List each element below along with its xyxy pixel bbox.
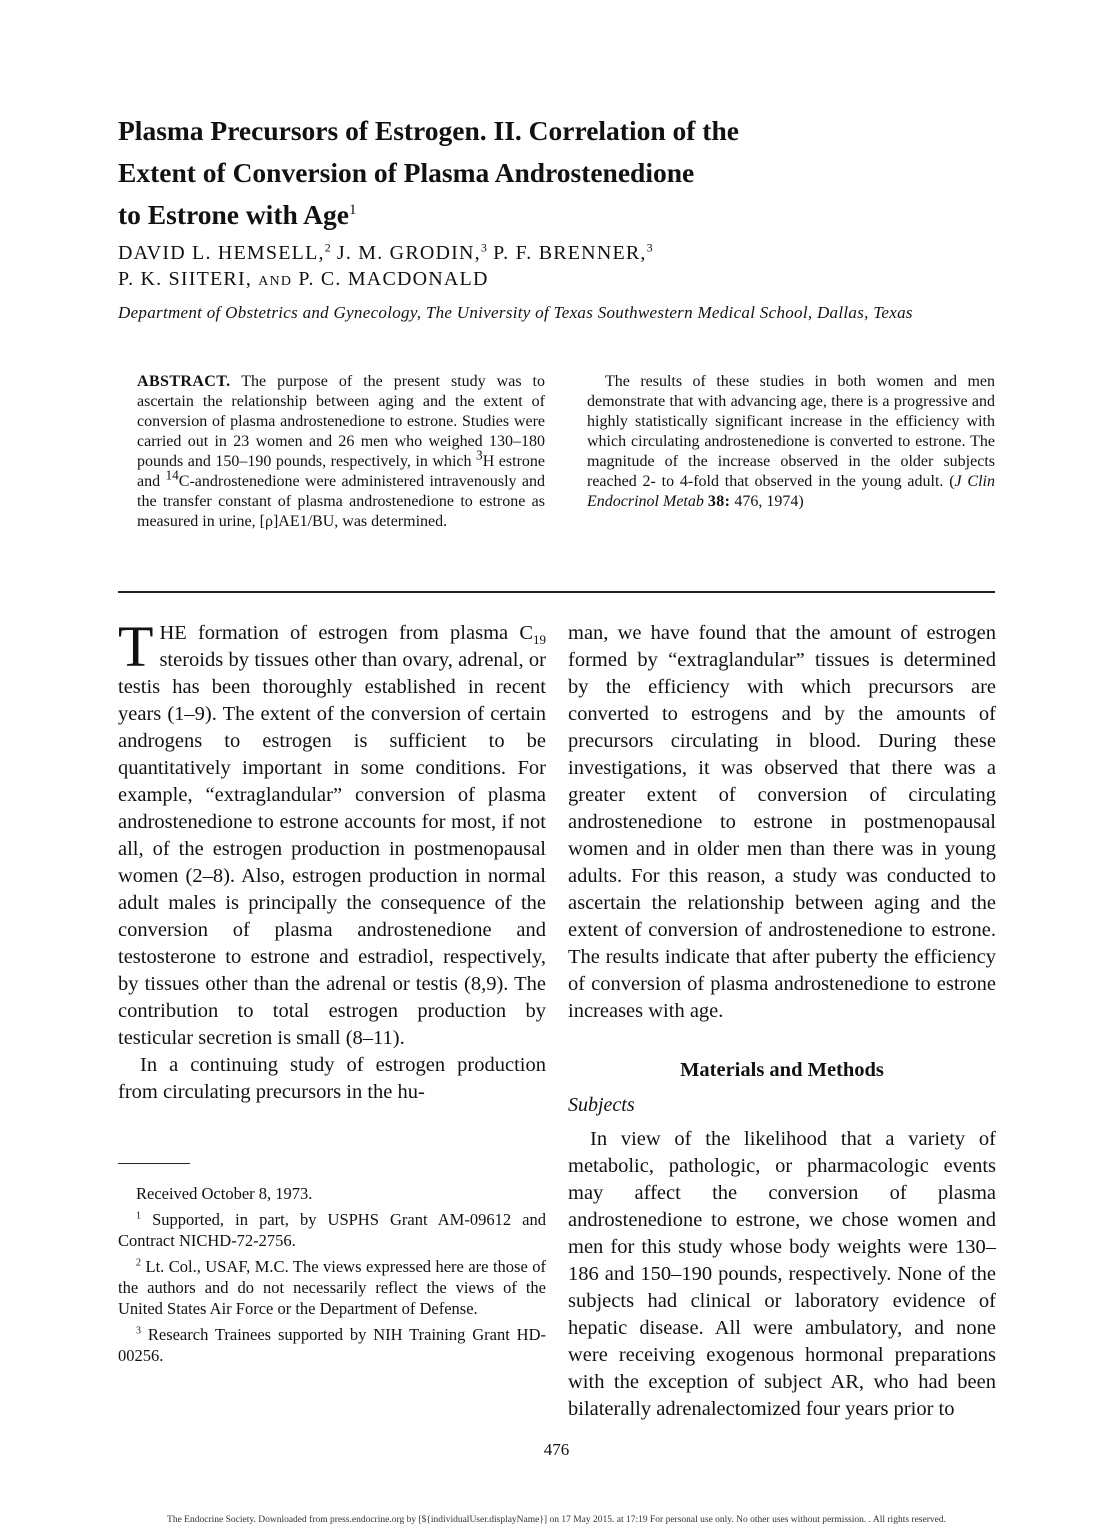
abstract-sup-14c: 14 [165, 467, 179, 483]
footnote-3-text: Research Trainees supported by NIH Training Grant HD-00256. [118, 1325, 546, 1365]
abstract-text-b: H estrone and [137, 453, 546, 490]
footnote-1-mark: 1 [136, 1210, 141, 1222]
body-column-right-lower [568, 1126, 996, 1423]
article-title [118, 110, 938, 236]
abstract-divider [118, 591, 995, 593]
author-brenner-mark: 3 [646, 240, 653, 255]
body-p1-subscript: 19 [533, 632, 546, 648]
body-p1-a: HE formation of estrogen from plasma C [159, 622, 533, 644]
body-column-left [118, 614, 546, 1106]
citation-rest: 476, 1974) [734, 493, 804, 510]
author-siiteri: P. K. SIITERI, [118, 268, 253, 290]
body-paragraph-3: In view of the likelihood that a variety of metabolic, pathologic, or pharmacologic events may affect the conversion of plasma androstenedione to estrone, we chose women and men for this study whose body weights were 130–186 and 150–190 pounds, respectively. None of the subjects had clinical or laboratory evidence of hepatic disease. All were ambulatory, and none were receiving exogenous hormonal preparations with the exception of subject AR, who had been bilaterally adrenalectomized four years prior to [568, 1128, 996, 1420]
body-p1-b: steroids by tissues other than ovary, adrenal, or testis has been thoroughly established in recent years (1–9). The extent of the conversion of certain androgens to estrogen is sufficient to be quantitatively important in some conditions. For example, “extraglandular” conversion of plasma androstenedione to estrone accounts for most, if not all, of the estrogen production in postmenopausal women (2–8). Also, estrogen production in normal adult males is principally the consequence of the conversion of plasma androstenedione and testosterone to estrone and estradiol, respectively, by tissues other than the adrenal or testis (8,9). The contribution to total estrogen production by testicular secretion is small (8–11). [118, 649, 546, 1049]
body-paragraph-1 [118, 614, 546, 1052]
author-conjunction: AND [258, 274, 293, 289]
subsection-heading: Subjects [568, 1094, 635, 1116]
author-grodin: J. M. GRODIN, [336, 242, 481, 264]
title-line-3 [118, 194, 938, 236]
author-line-2 [118, 266, 938, 295]
title-line-3-text: to Estrone with Age [118, 199, 349, 230]
drop-cap: T [118, 614, 154, 679]
footnote-3 [118, 1324, 546, 1366]
title-line-2: Extent of Conversion of Plasma Androstenedione [118, 157, 695, 188]
citation-volume: 38: [707, 493, 731, 510]
affiliation: Department of Obstetrics and Gynecology, The University of Texas Southwestern Medical School, Dallas, Texas [118, 303, 913, 322]
author-line-1 [118, 240, 938, 266]
footnotes [118, 1183, 546, 1371]
author-brenner: P. F. BRENNER, [493, 242, 647, 264]
section-heading: Materials and Methods [680, 1059, 884, 1081]
abstract-sup-3h: 3 [476, 447, 483, 463]
footnote-2-text: Lt. Col., USAF, M.C. The views expressed here are those of the authors and do not necessarily reflect the views of the United States Air Force or the Department of Defense. [118, 1257, 547, 1318]
footnote-received: Received October 8, 1973. [136, 1184, 313, 1203]
page-number: 476 [543, 1440, 570, 1459]
footnote-1 [118, 1209, 546, 1251]
abstract-text-a: The purpose of the present study was to ascertain the relationship between aging and the extent of conversion of plasma androstenedione to estrone. Studies were carried out in 23 women and 26 men who weighed 130–180 pounds and 150–190 pounds, respectively, in which [137, 373, 545, 470]
abstract-column-1 [137, 372, 545, 532]
title-footnote-mark: 1 [348, 201, 357, 218]
abstract-column-2 [587, 372, 995, 512]
abstract-label: ABSTRACT. [137, 373, 231, 390]
author-hemsell-mark: 2 [324, 240, 331, 255]
abstract-results: The results of these studies in both women and men demonstrate that with advancing age, there is a progressive and highly statistically significant increase in the efficiency with which circulating androstenedione is converted to estrone. The magnitude of the increase observed in the older subjects reached 2- to 4-fold that observed in the young adult. ( [587, 373, 995, 490]
body-paragraph-2-end: man, we have found that the amount of estrogen formed by “extraglandular” tissues is determined by the efficiency with which precursors are converted to estrogens and by the amounts of precursors circulating in blood. During these investigations, it was observed that there was a greater extent of conversion of circulating androstenedione to estrone in postmenopausal women and in older men than there was in young adults. For this reason, a study was conducted to ascertain the relationship between aging and the extent of conversion of androstenedione to estrone. The results indicate that after puberty the efficiency of conversion of plasma androstenedione to estrone increases with age. [568, 622, 996, 1022]
abstract-text-c: C-androstenedione were administered intravenously and the transfer constant of plasma androstenedione to estrone as measured in urine, [ρ]AE1/BU, was determined. [137, 473, 545, 530]
author-list [118, 240, 938, 295]
author-macdonald: P. C. MACDONALD [298, 268, 489, 290]
footnote-1-text: Supported, in part, by USPHS Grant AM-09612 and Contract NICHD-72-2756. [118, 1210, 546, 1250]
download-notice: The Endocrine Society. Downloaded from press.endocrine.org by [${individualUser.displayName}] on 17 May 2015. at 17:19 For personal use only. No other uses without permission. . All rights reserved. [167, 1515, 946, 1525]
body-paragraph-2-start: In a continuing study of estrogen production from circulating precursors in the hu- [118, 1054, 546, 1103]
title-line-1: Plasma Precursors of Estrogen. II. Correlation of the [118, 115, 739, 146]
footnote-2-mark: 2 [136, 1257, 141, 1269]
footnote-3-mark: 3 [136, 1325, 141, 1337]
footnote-divider [118, 1163, 190, 1164]
author-grodin-mark: 3 [480, 240, 487, 255]
footnote-2 [118, 1256, 546, 1319]
author-hemsell: DAVID L. HEMSELL, [118, 242, 325, 264]
citation-journal: J Clin Endocrinol Metab [587, 473, 995, 510]
body-column-right [568, 620, 996, 1025]
